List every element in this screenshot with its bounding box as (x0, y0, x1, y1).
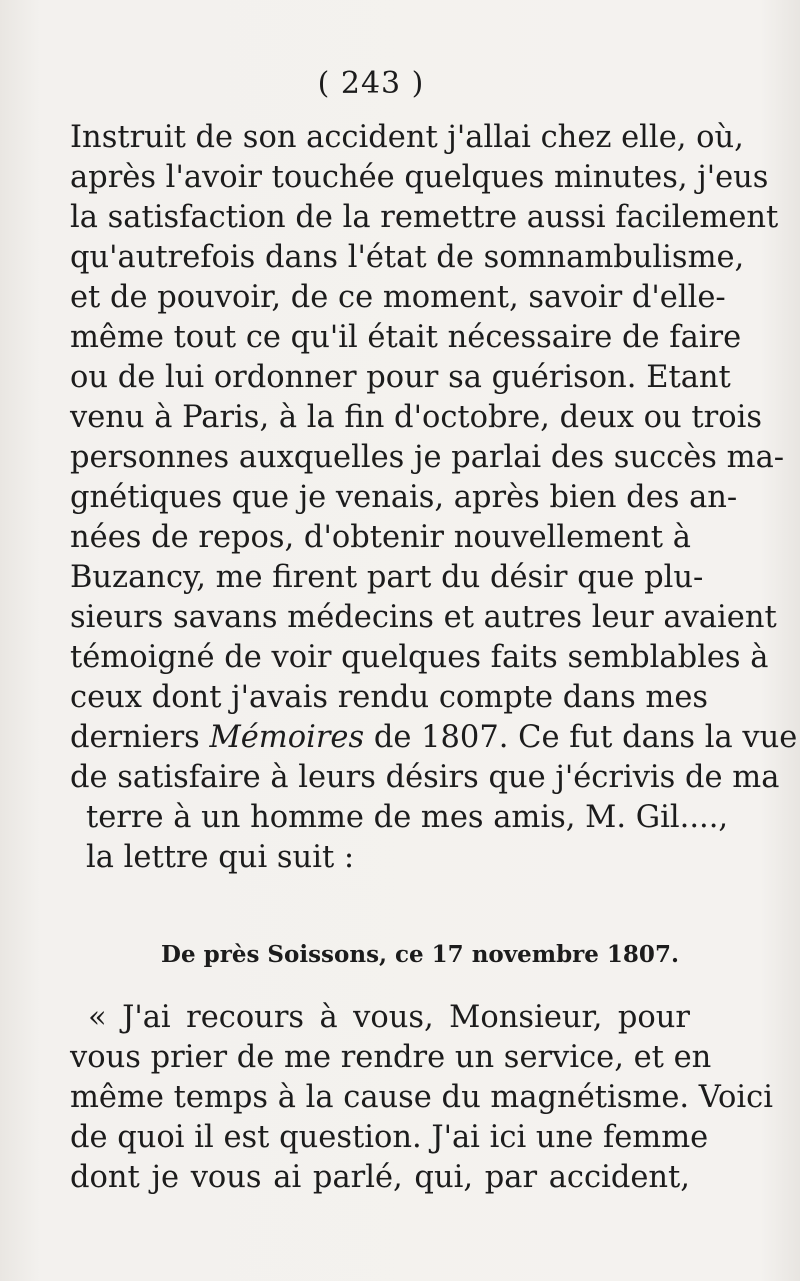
text-line: de satisfaire à leurs désirs que j'écrivis de ma (70, 760, 780, 795)
text-line: gnétiques que je venais, après bien des an- (70, 480, 738, 515)
page-number: ( 243 ) (317, 66, 425, 101)
text-line: personnes auxquelles je parlai des succès ma- (70, 440, 785, 475)
text-line: « J'ai recours à vous, Monsieur, pour (88, 1000, 690, 1035)
text-line: vous prier de me rendre un service, et en (70, 1040, 712, 1075)
text-line: terre à un homme de mes amis, M. Gil...., (86, 800, 729, 835)
text-line: nées de repos, d'obtenir nouvellement à (70, 520, 691, 555)
text-line: de quoi il est question. J'ai ici une femme (70, 1120, 709, 1155)
text-line: même tout ce qu'il était nécessaire de faire (70, 320, 742, 355)
text-line: la satisfaction de la remettre aussi facilement (70, 200, 779, 235)
italic-title-memoires: Mémoires (209, 720, 365, 755)
text-line: la lettre qui suit : (86, 840, 355, 875)
text-line: ceux dont j'avais rendu compte dans mes (70, 680, 709, 715)
text-line: après l'avoir touchée quelques minutes, j'eus (70, 160, 769, 195)
text-line: sieurs savans médecins et autres leur avaient (70, 600, 777, 635)
letter-dateline: De près Soissons, ce 17 novembre 1807. (161, 941, 679, 968)
text-segment: derniers (70, 720, 210, 755)
text-line: dont je vous ai parlé, qui, par accident, (70, 1160, 690, 1195)
text-line: même temps à la cause du magnétisme. Voici (70, 1080, 773, 1115)
text-segment: de 1807. Ce fut dans la vue (364, 720, 798, 755)
text-line: qu'autrefois dans l'état de somnambulisme, (70, 240, 745, 275)
text-line: Buzancy, me firent part du désir que plu- (70, 560, 704, 595)
text-line-with-italic (70, 718, 798, 758)
text-line: venu à Paris, à la fin d'octobre, deux ou trois (70, 400, 762, 435)
text-line: témoigné de voir quelques faits semblables à (70, 640, 769, 675)
text-line: et de pouvoir, de ce moment, savoir d'elle- (70, 280, 726, 315)
text-line: Instruit de son accident j'allai chez elle, où, (70, 120, 744, 155)
text-line: ou de lui ordonner pour sa guérison. Etant (70, 360, 731, 395)
